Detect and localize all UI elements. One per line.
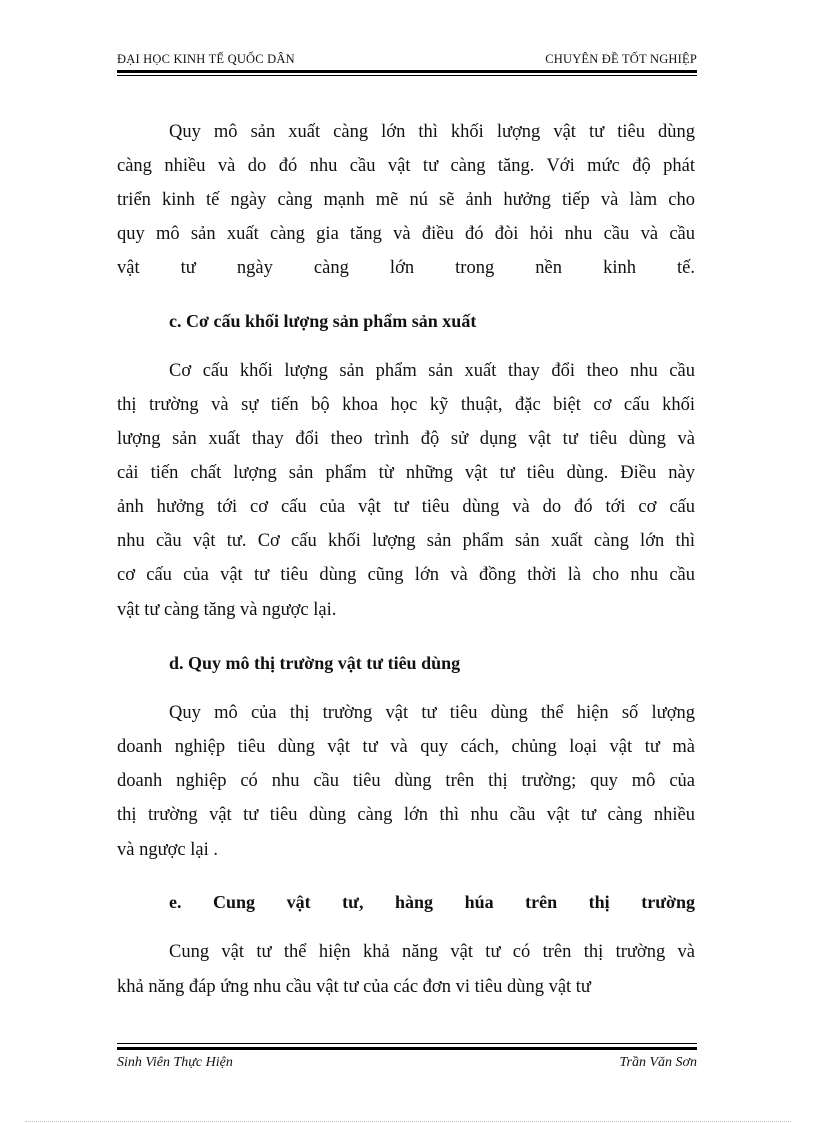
header-rule-thin [117,75,697,76]
paragraph-line: thị trường vật tư tiêu dùng càng lớn thì nhu cầu vật tư càng nhiều [117,805,695,825]
paragraph-line: Cung vật tư thể hiện khả năng vật tư có trên thị trường và [169,942,695,962]
paragraph-line: vật tư càng tăng và ngược lại. [117,600,337,620]
paragraph-line: ảnh hưởng tới cơ cấu của vật tư tiêu dùng và do đó tới cơ cấu [117,497,695,517]
footer-rule-thin [117,1043,697,1044]
paragraph-line: Quy mô của thị trường vật tư tiêu dùng thể hiện số lượng [169,703,695,723]
paragraph-line: càng nhiều và do đó nhu cầu vật tư càng tăng. Với mức độ phát [117,156,695,176]
footer-author-name: Trần Văn Sơn [619,1055,697,1070]
paragraph-line: và ngược lại . [117,840,218,860]
paragraph-line: cải tiến chất lượng sản phẩm từ những vật tư tiêu dùng. Điều này [117,463,695,483]
paragraph-line: thị trường và sự tiến bộ khoa học kỹ thuật, đặc biệt cơ cấu khối [117,395,695,415]
paragraph-line: khả năng đáp ứng nhu cầu vật tư của các đơn vi tiêu dùng vật tư [117,977,591,997]
paragraph-line: doanh nghiệp có nhu cầu tiêu dùng trên thị trường; quy mô của [117,771,695,791]
header-university: ĐẠI HỌC KINH TẾ QUỐC DÂN [117,52,295,66]
header-rule-thick [117,70,697,73]
section-heading-d: d. Quy mô thị trường vật tư tiêu dùng [169,653,461,673]
paragraph-line: vật tư ngày càng lớn trong nền kinh tế. [117,258,695,278]
footer-student-label: Sinh Viên Thực Hiện [117,1055,233,1070]
paragraph-line: Cơ cấu khối lượng sản phẩm sản xuất thay đổi theo nhu cầu [169,361,695,381]
footer-rule-thick [117,1047,697,1050]
page-header [117,52,697,68]
page-edge-divider [25,1121,791,1122]
paragraph-line: cơ cấu của vật tư tiêu dùng cũng lớn và đồng thời là cho nhu cầu [117,565,695,585]
paragraph-line: triển kinh tế ngày càng mạnh mẽ nú sẽ ảnh hưởng tiếp và làm cho [117,190,695,210]
header-report-type: CHUYÊN ĐỀ TỐT NGHIỆP [545,52,697,66]
section-heading-c: c. Cơ cấu khối lượng sản phẩm sản xuất [169,311,477,331]
paragraph-line: nhu cầu vật tư. Cơ cấu khối lượng sản phẩm sản xuất càng lớn thì [117,531,695,551]
section-heading-e: e. Cung vật tư, hàng húa trên thị trường [169,892,695,912]
paragraph-line: Quy mô sản xuất càng lớn thì khối lượng vật tư tiêu dùng [169,122,695,142]
paragraph-line: quy mô sản xuất càng gia tăng và điều đó đòi hỏi nhu cầu và cầu [117,224,695,244]
paragraph-line: lượng sản xuất thay đổi theo trình độ sử dụng vật tư tiêu dùng và [117,429,695,449]
paragraph-line: doanh nghiệp tiêu dùng vật tư và quy cách, chủng loại vật tư mà [117,737,695,757]
